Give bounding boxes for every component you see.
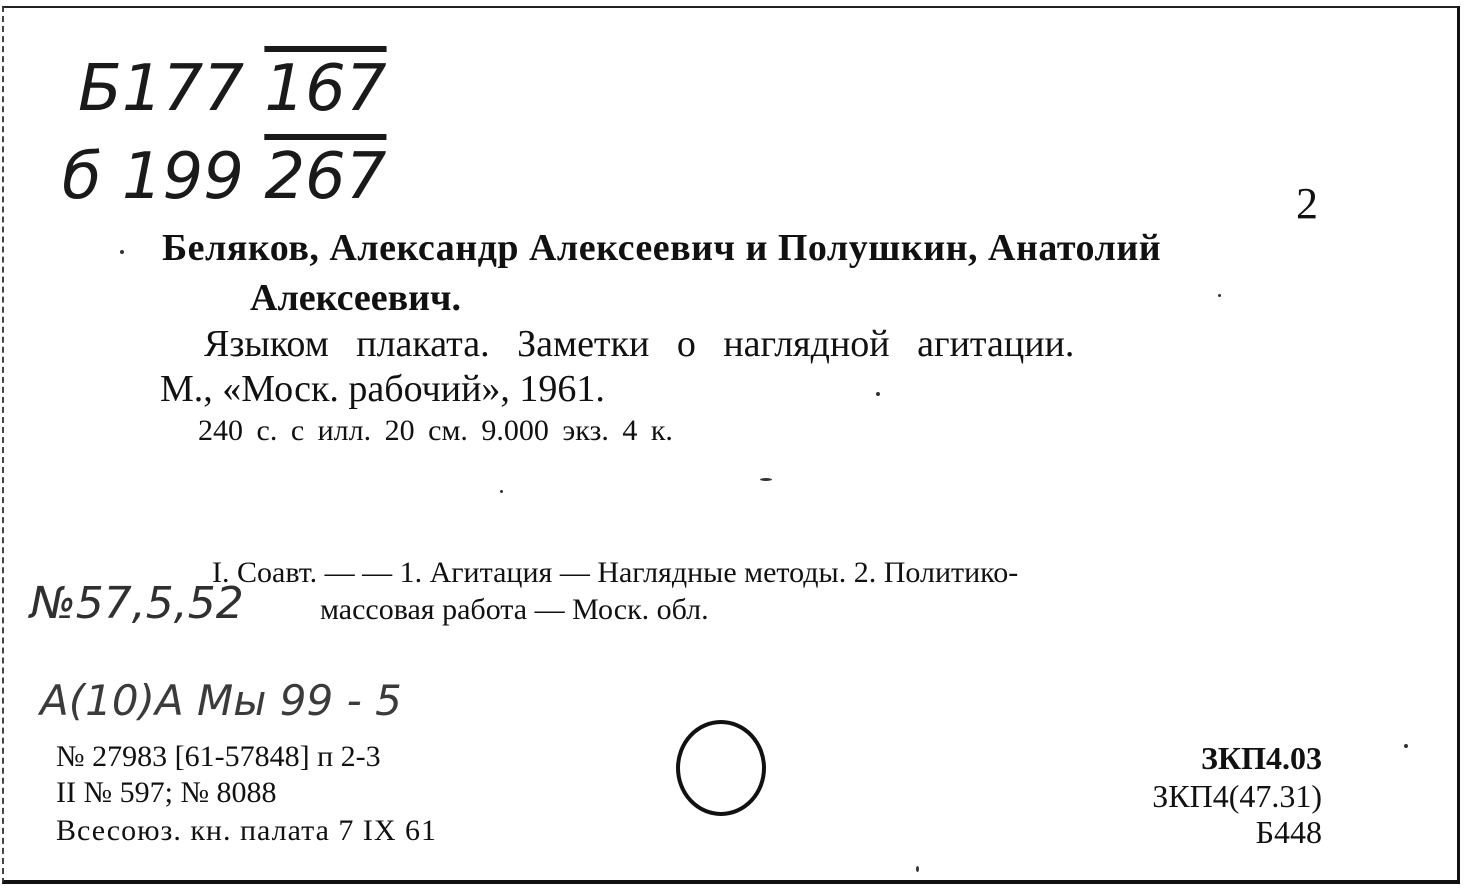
scan-speck bbox=[916, 866, 919, 872]
handwritten-call-number-2 bbox=[62, 140, 386, 214]
imprint: М., «Моск. рабочий», 1961. bbox=[160, 368, 605, 410]
classification-code-1: ЗКП4.03 bbox=[1201, 740, 1322, 776]
handwritten-call-number-1 bbox=[78, 52, 387, 126]
scan-speck bbox=[876, 392, 880, 396]
handwritten-note-middle: №57,5,52 bbox=[30, 578, 244, 629]
physical-description: 240 с. с илл. 20 см. 9.000 экз. 4 к. bbox=[198, 414, 673, 447]
classification-code-3: Б448 bbox=[1255, 814, 1322, 850]
book-title: Языком плаката. Заметки о наглядной агитации. bbox=[204, 323, 1075, 365]
call-number-1-prefix: Б177 bbox=[78, 52, 245, 126]
book-chamber-line: Всесоюз. кн. палата 7 IX 61 bbox=[56, 814, 438, 847]
handwritten-note-lower: А(10)А Мы 99 - 5 bbox=[40, 676, 402, 725]
card-punch-hole bbox=[674, 718, 768, 818]
scan-speck bbox=[760, 478, 772, 481]
authors-heading: Беляков, Александр Алексеевич и Полушкин, Анатолий bbox=[162, 227, 1162, 269]
classification-code-2: ЗКП4(47.31) bbox=[1152, 778, 1322, 814]
print-number-line: II № 597; № 8088 bbox=[56, 776, 277, 809]
scan-speck bbox=[1404, 744, 1408, 748]
card-number: 2 bbox=[1296, 179, 1318, 228]
subject-tracings-continued: массовая работа — Моск. обл. bbox=[320, 593, 709, 626]
subject-tracings: I. Соавт. — — 1. Агитация — Наглядные методы. 2. Политико- bbox=[212, 556, 1019, 589]
order-number-line: № 27983 [61-57848] п 2-3 bbox=[56, 740, 381, 773]
scan-speck bbox=[500, 490, 503, 493]
call-number-1-fraction: 167 bbox=[264, 52, 387, 126]
scan-speck bbox=[120, 250, 124, 254]
authors-heading-continued: Алексеевич. bbox=[250, 277, 461, 319]
scan-speck bbox=[1218, 294, 1221, 297]
call-number-2-fraction: 267 bbox=[264, 140, 387, 214]
call-number-2-prefix: б 199 bbox=[62, 140, 244, 214]
